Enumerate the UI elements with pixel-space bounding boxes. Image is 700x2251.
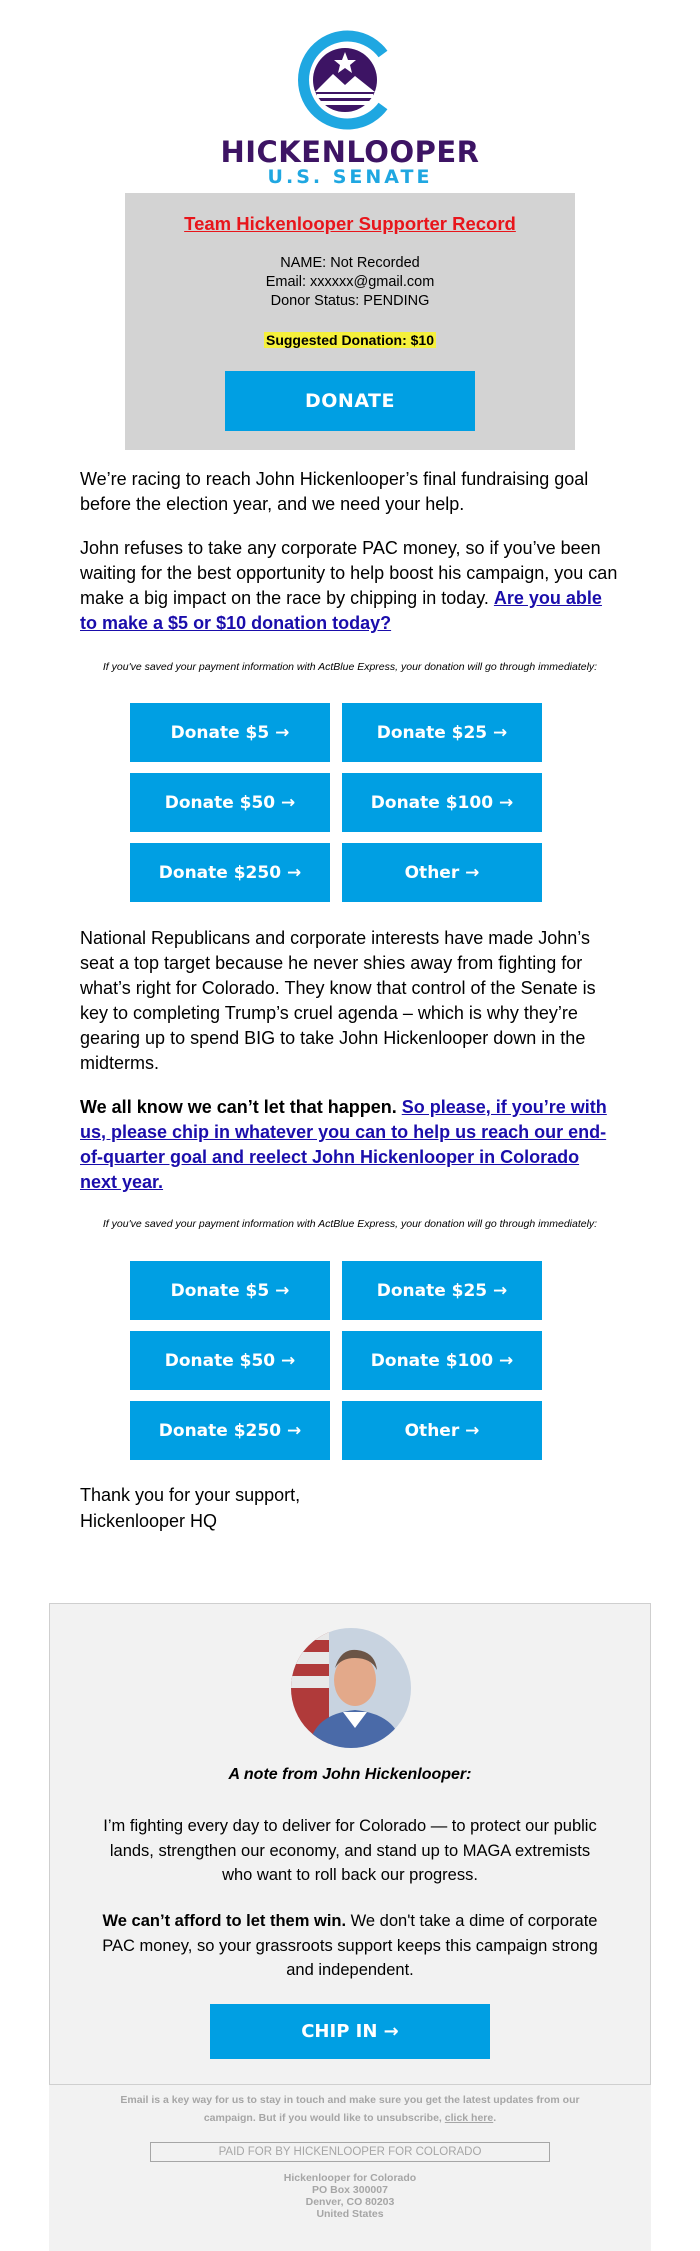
footer-text: Email is a key way for us to stay in touch and make sure you get the latest updates from our campaign. But if you would like to unsubscribe, bbox=[120, 2094, 580, 2124]
donate-50-button[interactable]: Donate $50 → bbox=[130, 1331, 330, 1390]
donate-25-button[interactable]: Donate $25 → bbox=[342, 703, 542, 762]
footer-text-end: . bbox=[493, 2112, 497, 2124]
donate-100-button[interactable]: Donate $100 → bbox=[342, 1331, 542, 1390]
donate-100-button[interactable]: Donate $100 → bbox=[342, 773, 542, 832]
footer-unsubscribe-text bbox=[49, 2091, 651, 2127]
donate-5-button[interactable]: Donate $5 → bbox=[130, 1261, 330, 1320]
signoff-line-2: Hickenlooper HQ bbox=[80, 1511, 218, 1531]
unsubscribe-link[interactable]: click here bbox=[444, 2112, 494, 2124]
footer-address-line-2: PO Box 300007 bbox=[312, 2184, 388, 2196]
note-card bbox=[49, 1603, 651, 2085]
footer-address-line-4: United States bbox=[316, 2208, 384, 2220]
suggested-donation bbox=[125, 332, 575, 348]
supporter-record-box bbox=[125, 193, 575, 450]
record-name-line: NAME: Not Recorded bbox=[280, 255, 420, 271]
chip-in-button[interactable]: CHIP IN → bbox=[210, 2004, 490, 2059]
email-footer bbox=[49, 2085, 651, 2251]
donate-button[interactable]: DONATE bbox=[225, 371, 475, 431]
footer-address-line-3: Denver, CO 80203 bbox=[305, 2196, 395, 2208]
donate-50-button[interactable]: Donate $50 → bbox=[130, 773, 330, 832]
donate-250-button[interactable]: Donate $250 → bbox=[130, 843, 330, 902]
footer-address-line-1: Hickenlooper for Colorado bbox=[283, 2172, 417, 2184]
signoff-line-1: Thank you for your support, bbox=[80, 1485, 301, 1505]
note-paragraph-2-bold: We can’t afford to let them win. bbox=[102, 1912, 347, 1930]
paid-for-disclaimer: PAID FOR BY HICKENLOOPER FOR COLORADO bbox=[150, 2142, 550, 2162]
intro-paragraph: We’re racing to reach John Hickenlooper’s final fundraising goal before the election year, and we need your help. bbox=[80, 469, 589, 514]
donate-other-button[interactable]: Other → bbox=[342, 843, 542, 902]
donation-ask-link[interactable]: Are you able to make a $5 or $10 donation today? bbox=[80, 588, 602, 633]
republicans-paragraph: National Republicans and corporate interests have made John’s seat a top target because he never shies away from fighting for what’s right for Colorado. They know that control of the Senate is key to completing Trump’s cruel agenda – which is why they’re gearing up to spend BIG to take John Hickenlooper down in the midterms. bbox=[80, 928, 596, 1073]
record-status-line: Donor Status: PENDING bbox=[270, 293, 430, 309]
donate-250-button[interactable]: Donate $250 → bbox=[130, 1401, 330, 1460]
chip-in-bold: We all know we can’t let that happen. bbox=[80, 1097, 402, 1117]
pac-paragraph-text: John refuses to take any corporate PAC money, so if you’ve been waiting for the best opportunity to help boost his campaign, you can make a big impact on the race by chipping in today. bbox=[80, 538, 618, 608]
actblue-express-note: If you've saved your payment information with ActBlue Express, your donation will go through immediately: bbox=[102, 661, 598, 673]
note-title: A note from John Hickenlooper: bbox=[228, 1766, 472, 1783]
record-title: Team Hickenlooper Supporter Record bbox=[184, 213, 516, 234]
chip-in-paragraph bbox=[80, 1095, 620, 1195]
chip-in-link[interactable]: So please, if you’re with us, please chip in whatever you can to help us reach our end-of-quarter goal and reelect John Hickenlooper in Colorado next year. bbox=[80, 1097, 607, 1192]
suggested-donation-text: Suggested Donation: $10 bbox=[265, 332, 435, 348]
actblue-express-note-2: If you've saved your payment information with ActBlue Express, your donation will go through immediately: bbox=[102, 1218, 598, 1230]
pac-paragraph bbox=[80, 536, 620, 636]
note-paragraph-1: I’m fighting every day to deliver for Colorado — to protect our public lands, strengthen our economy, and stand up to MAGA extremists who want to roll back our progress. bbox=[103, 1817, 597, 1884]
donate-25-button[interactable]: Donate $25 → bbox=[342, 1261, 542, 1320]
donate-other-button[interactable]: Other → bbox=[342, 1401, 542, 1460]
campaign-logo-icon bbox=[295, 30, 395, 130]
avatar bbox=[291, 1628, 411, 1748]
logo-subtitle: U.S. SENATE bbox=[267, 166, 433, 188]
record-email-line: Email: xxxxxx@gmail.com bbox=[265, 274, 435, 290]
logo-name: HICKENLOOPER bbox=[220, 135, 480, 169]
note-paragraph-2 bbox=[95, 1909, 605, 1983]
note-paragraph-2-text: We don't take a dime of corporate PAC money, so your grassroots support keeps this campaign strong and independent. bbox=[102, 1912, 598, 1979]
donate-5-button[interactable]: Donate $5 → bbox=[130, 703, 330, 762]
